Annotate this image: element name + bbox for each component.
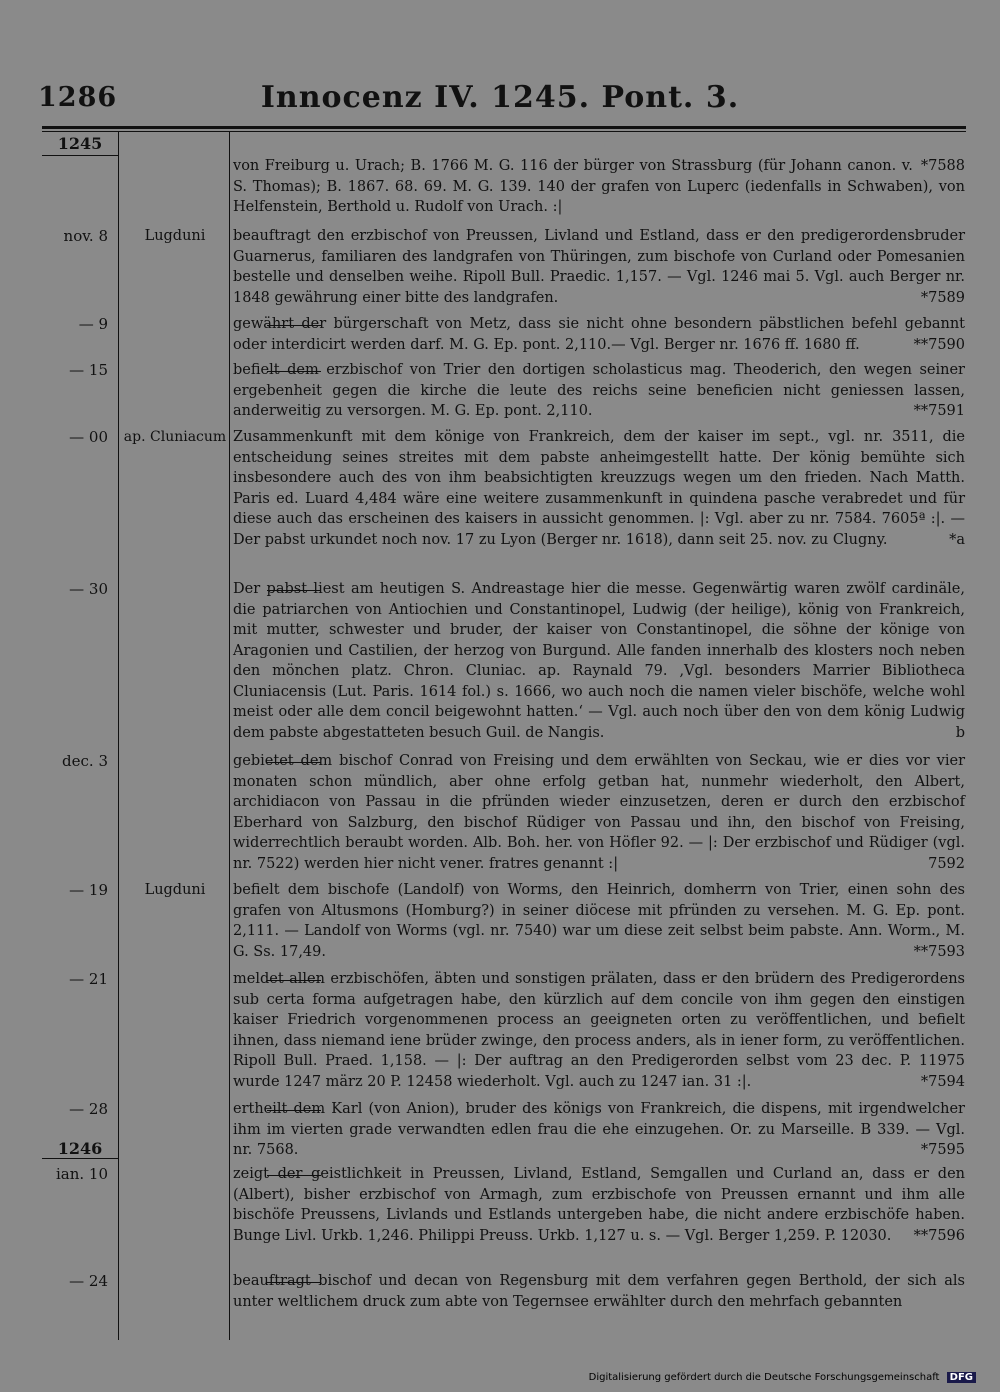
entry-text: Der pabst liest am heutigen S. Andreastage hier die messe. Gegenwärtig waren zwölf cardinäle, die patriarchen von Antiochien und Constantinopel, Ludwig (der heilige), könig von Frankreich, mit mutter, schwester und bruder, der kaiser von Constantinopel, die söhne der könige von Aragonien und Castilien, der herzog von Burgund. Alle fanden innerhalb des klosters noch neben den mönchen platz. Chron. Cluniac. ap. Raynald 79. ‚Vgl. besonders Marrier Bibliotheca Cluniacensis (Lut. Paris. 1614 fol.) s. 1666, wo auch noch die namen vieler bischöfe, welche wohl meist oder alle dem concil beigewohnt hatten.‘ — Vgl. auch noch über den von dem könig Ludwig dem pabste abgestatteten besuch Guil. de Nangis. b	[233, 579, 965, 743]
regest-number: **7591	[913, 403, 965, 419]
footer-text: Digitalisierung gefördert durch die Deutsche Forschungsgemeinschaft	[588, 1372, 940, 1383]
entry-date: — 9	[78, 315, 108, 333]
entry-place: Lugduni	[144, 882, 206, 898]
regest-number: *a	[949, 531, 965, 548]
header-rule-thin	[42, 131, 966, 132]
regest-number: b	[955, 724, 965, 741]
regest-number: **7593	[913, 943, 965, 960]
regest-number: *7589	[920, 289, 965, 306]
page-title: Innocenz IV. 1245. Pont. 3.	[260, 80, 740, 115]
year-heading: 1246	[42, 1139, 118, 1159]
entry-text: befielt dem erzbischof von Trier den dortigen scholasticus mag. Theoderich, den wegen seiner ergebenheit gegen die kirche die leute des reichs seine beneficien nicht geniessen lassen, anderweitig zu versorgen. M. G. Ep. pont. 2,110. **7591	[233, 360, 965, 422]
entry-date: — 19	[69, 881, 108, 899]
regest-number: **7590	[913, 336, 965, 353]
entry-place: ap. Cluniacum	[123, 429, 227, 445]
entry-text: ertheilt dem Karl (von Anion), bruder des königs von Frankreich, die dispens, mit irgendwelcher ihm im vierten grade verwandten edlen frau die ehe einzugehen. Or. zu Marseille. B 339. — Vgl. nr. 7568. *7595	[233, 1099, 965, 1161]
entry-text: zeigt der geistlichkeit in Preussen, Livland, Estland, Semgallen und Curland an, dass er den (Albert), bisher erzbischof von Armagh, zum erzbischofe von Preussen ernannt und ihm alle bischöfe Preussens, Livlands und Estlands untergeben habe, die nicht andere erzbischöfe haben. Bunge Livl. Urkb. 1,246. Philippi Preuss. Urkb. 1,127 u. s. — Vgl. Berger 1,259. P. 12030. **7596	[233, 1164, 965, 1246]
entry-date: — 28	[69, 1100, 108, 1118]
year-heading: 1245	[42, 134, 118, 156]
regest-number: *7594	[920, 1073, 965, 1090]
entry-text: *7588 von Freiburg u. Urach; B. 1766 M. G. 116 der bürger von Strassburg (für Johann canon. v. S. Thomas); B. 1867. 68. 69. M. G. 139. 140 der grafen von Luperc (iedenfalls in Schwaben), von Helfenstein, Berthold u. Rudolf von Urach. :|	[233, 158, 965, 215]
entry-text: beauftragt den erzbischof von Preussen, Livland und Estland, dass er den predigerordensbruder Guarnerus, familiaren des landgrafen von Thüringen, zum bischofe von Curland oder Pomesanien bestelle und denselben weihe. Ripoll Bull. Praedic. 1,157. — Vgl. 1246 mai 5. Vgl. auch Berger nr. 1848 gewährung einer bitte des landgrafen. *7589	[233, 226, 965, 308]
footer-credit	[589, 1372, 976, 1383]
column-divider-date	[118, 132, 119, 1340]
entry-text: meldet allen erzbischöfen, äbten und sonstigen prälaten, dass er den brüdern des Predigerordens sub certa forma aufgetragen habe, den kürzlich auf dem concile von ihm gegen den einstigen kaiser Friedrich vorgenommenen process an geeigneten orten zu veröffentlichen, und befielt ihnen, dass niemand iene brüder zwinge, den process anders, als in iener form, zu veröffentlichen. Ripoll Bull. Praed. 1,158. — |: Der auftrag an den Predigerorden selbst vom 23 dec. P. 11975 wurde 1247 märz 20 P. 12458 wiederholt. Vgl. auch zu 1247 ian. 31 :|. *7594	[233, 969, 965, 1092]
entry-text: Zusammenkunft mit dem könige von Frankreich, dem der kaiser im sept., vgl. nr. 3511, die entscheidung seines streites mit dem pabste anheimgestellt hatte. Der könig bemühte sich insbesondere auch des von ihm beabsichtigten kreuzzugs wegen um den frieden. Nach Matth. Paris ed. Luard 4,484 wäre eine weitere zusammenkunft in quindena pasche verabredet und für diese auch das erscheinen des kaisers in aussicht genommen. |: Vgl. aber zu nr. 7584. 7605ª :|. — Der pabst urkundet noch nov. 17 zu Lyon (Berger nr. 1618), dann seit 25. nov. zu Clugny. *a	[233, 427, 965, 550]
entry-text: gebietet dem bischof Conrad von Freising und dem erwählten von Seckau, wie er dies vor vier monaten schon mündlich, aber ohne erfolg getban hat, nunmehr wiederholt, den Albert, archidiacon von Passau in die pfründen wieder einzusetzen, deren er durch den erzbischof Eberhard von Salzburg, den bischof Rüdiger von Passau und ihn, den bischof von Freising, widerrechtlich beraubt worden. Alb. Boh. her. von Höfler 92. — |: Der erzbischof und Rüdiger (vgl. nr. 7522) werden hier nicht vener. fratres genannt :| 7592	[233, 751, 965, 874]
dfg-logo: DFG	[947, 1372, 976, 1383]
entry-text: beauftragt bischof und decan von Regensburg mit dem verfahren gegen Berthold, der sich als unter weltlichem druck zum abte von Tegernsee erwählter durch den mehrfach gebannten	[233, 1273, 965, 1310]
page-number: 1286	[38, 82, 118, 113]
entry-text: befielt dem bischofe (Landolf) von Worms, den Heinrich, domherrn von Trier, einen sohn des grafen von Altusmons (Homburg?) in seiner diöcese mit pfründen zu versehen. M. G. Ep. pont. 2,111. — Landolf von Worms (vgl. nr. 7540) war um diese zeit selbst beim pabste. Ann. Worm., M. G. Ss. 17,49. **7593	[233, 880, 965, 962]
entry-date: dec. 3	[62, 752, 108, 770]
regest-number: *7595	[920, 1142, 965, 1158]
entry-place: Lugduni	[144, 228, 206, 244]
entry-date: nov. 8	[63, 227, 108, 245]
entry-date: — 24	[69, 1272, 108, 1290]
header-rule	[42, 126, 966, 129]
entry-text: gewährt der bürgerschaft von Metz, dass sie nicht ohne besondern päbstlichen befehl gebannt oder interdicirt werden darf. M. G. Ep. pont. 2,110.— Vgl. Berger nr. 1676 ff. 1680 ff. **7590	[233, 314, 965, 355]
regest-number: 7592	[928, 855, 965, 872]
entry-date: — 00	[69, 428, 108, 446]
regest-number: *7588	[920, 158, 965, 174]
entry-date: ian. 10	[55, 1165, 108, 1183]
entry-date: — 30	[69, 580, 108, 598]
entry-date: — 15	[69, 361, 108, 379]
column-divider-place	[229, 132, 230, 1340]
entry-date: — 21	[69, 970, 108, 988]
regest-number: **7596	[913, 1227, 965, 1244]
